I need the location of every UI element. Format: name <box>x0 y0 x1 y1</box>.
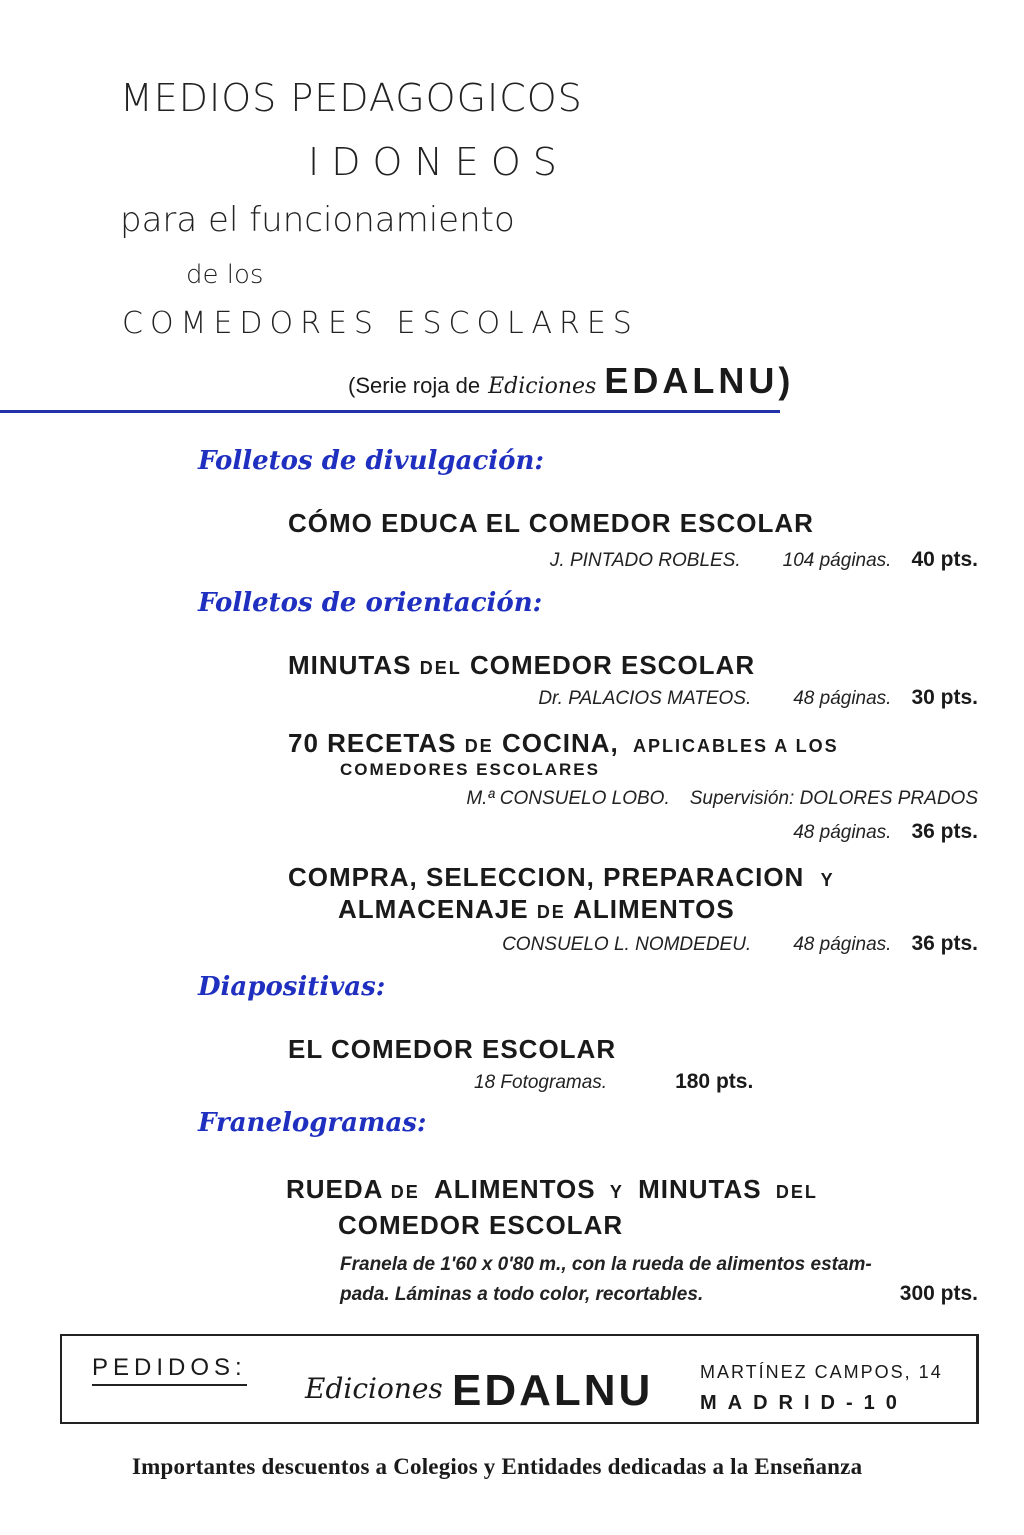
title-part: RUEDA <box>286 1174 383 1204</box>
item-price: 180 pts. <box>675 1070 754 1093</box>
item-meta-como-educa <box>550 548 978 572</box>
item-desc-1: Franela de 1'60 x 0'80 m., con la rueda de alimentos estam- <box>340 1254 872 1275</box>
header-line-1: MEDIOS PEDAGOGICOS <box>120 76 583 120</box>
title-part: APLICABLES A LOS <box>632 736 839 756</box>
item-price: 40 pts. <box>911 548 978 571</box>
item-frames: 18 Fotogramas. <box>474 1072 608 1093</box>
order-address-2: MADRID-10 <box>700 1392 908 1414</box>
item-meta-compra <box>502 932 978 956</box>
header-line-2: IDONEOS <box>308 140 569 184</box>
title-part: COCINA, <box>501 728 619 758</box>
item-supervision: Supervisión: DOLORES PRADOS <box>689 788 978 809</box>
header-line-4: de los <box>186 260 264 290</box>
series-brand: EDALNU) <box>604 360 795 401</box>
blue-divider <box>0 410 780 413</box>
item-title-compra-2 <box>338 894 735 925</box>
item-author: J. PINTADO ROBLES. <box>549 550 741 571</box>
item-title-rueda-2: COMEDOR ESCOLAR <box>338 1210 624 1240</box>
title-part: COMEDOR ESCOLAR <box>469 650 756 680</box>
order-script: Ediciones <box>305 1372 443 1405</box>
item-pages: 48 páginas. <box>793 934 892 955</box>
series-script: Ediciones <box>488 374 597 399</box>
title-part: Y <box>820 870 835 890</box>
title-part: DE <box>464 736 494 756</box>
title-part: ALMACENAJE <box>338 894 529 924</box>
order-label: PEDIDOS: <box>92 1354 247 1386</box>
heading-franelogramas: Franelogramas: <box>198 1108 427 1138</box>
title-part: MINUTAS <box>638 1174 762 1204</box>
item-meta-minutas <box>538 686 978 710</box>
order-brand: EDALNU <box>452 1366 654 1415</box>
item-meta-recetas-authors <box>466 788 978 810</box>
item-pages: 104 páginas. <box>782 550 892 571</box>
title-part: DEL <box>419 658 462 678</box>
item-author: M.ª CONSUELO LOBO. <box>466 788 670 809</box>
item-title-rueda <box>286 1174 818 1205</box>
item-desc-2: pada. Láminas a todo color, recortables. <box>340 1284 704 1305</box>
item-meta-recetas <box>793 820 978 844</box>
item-desc-2-row <box>340 1282 978 1306</box>
series-prefix: (Serie roja de <box>348 373 481 398</box>
item-title-compra <box>288 862 835 893</box>
item-title-como-educa: CÓMO EDUCA EL COMEDOR ESCOLAR <box>288 508 814 538</box>
item-author: Dr. PALACIOS MATEOS. <box>538 688 752 709</box>
title-part: ALIMENTOS <box>573 894 735 924</box>
item-meta-el-comedor <box>474 1070 753 1094</box>
title-part: MINUTAS <box>288 650 412 680</box>
item-title-recetas <box>288 728 839 759</box>
title-part: DE <box>390 1182 420 1202</box>
series-line <box>348 360 794 402</box>
title-part: DEL <box>775 1182 818 1202</box>
header-line-3: para el funcionamiento <box>120 200 515 240</box>
header-line-5: COMEDORES ESCOLARES <box>122 306 639 341</box>
title-part: ALIMENTOS <box>433 1174 596 1204</box>
heading-diapositivas: Diapositivas: <box>198 972 386 1002</box>
item-price: 30 pts. <box>911 686 978 709</box>
footer-note: Importantes descuentos a Colegios y Entidades dedicadas a la Enseñanza <box>132 1454 863 1479</box>
title-part: COMPRA, SELECCION, PREPARACION <box>288 862 805 892</box>
order-address-1: MARTÍNEZ CAMPOS, 14 <box>700 1362 943 1382</box>
item-pages: 48 páginas. <box>793 688 892 709</box>
item-price: 36 pts. <box>911 932 978 955</box>
item-price: 36 pts. <box>911 820 978 843</box>
item-price: 300 pts. <box>899 1282 978 1305</box>
title-part: Y <box>609 1182 624 1202</box>
item-title-minutas <box>288 650 755 681</box>
title-part: 70 RECETAS <box>288 728 457 758</box>
heading-orientacion: Folletos de orientación: <box>198 588 543 618</box>
item-title-el-comedor: EL COMEDOR ESCOLAR <box>288 1034 617 1064</box>
title-part: DE <box>536 902 566 922</box>
item-subtitle-recetas: COMEDORES ESCOLARES <box>340 760 600 779</box>
heading-divulgacion: Folletos de divulgación: <box>198 446 545 476</box>
item-pages: 48 páginas. <box>793 822 892 843</box>
item-author: CONSUELO L. NOMDEDEU. <box>502 934 752 955</box>
